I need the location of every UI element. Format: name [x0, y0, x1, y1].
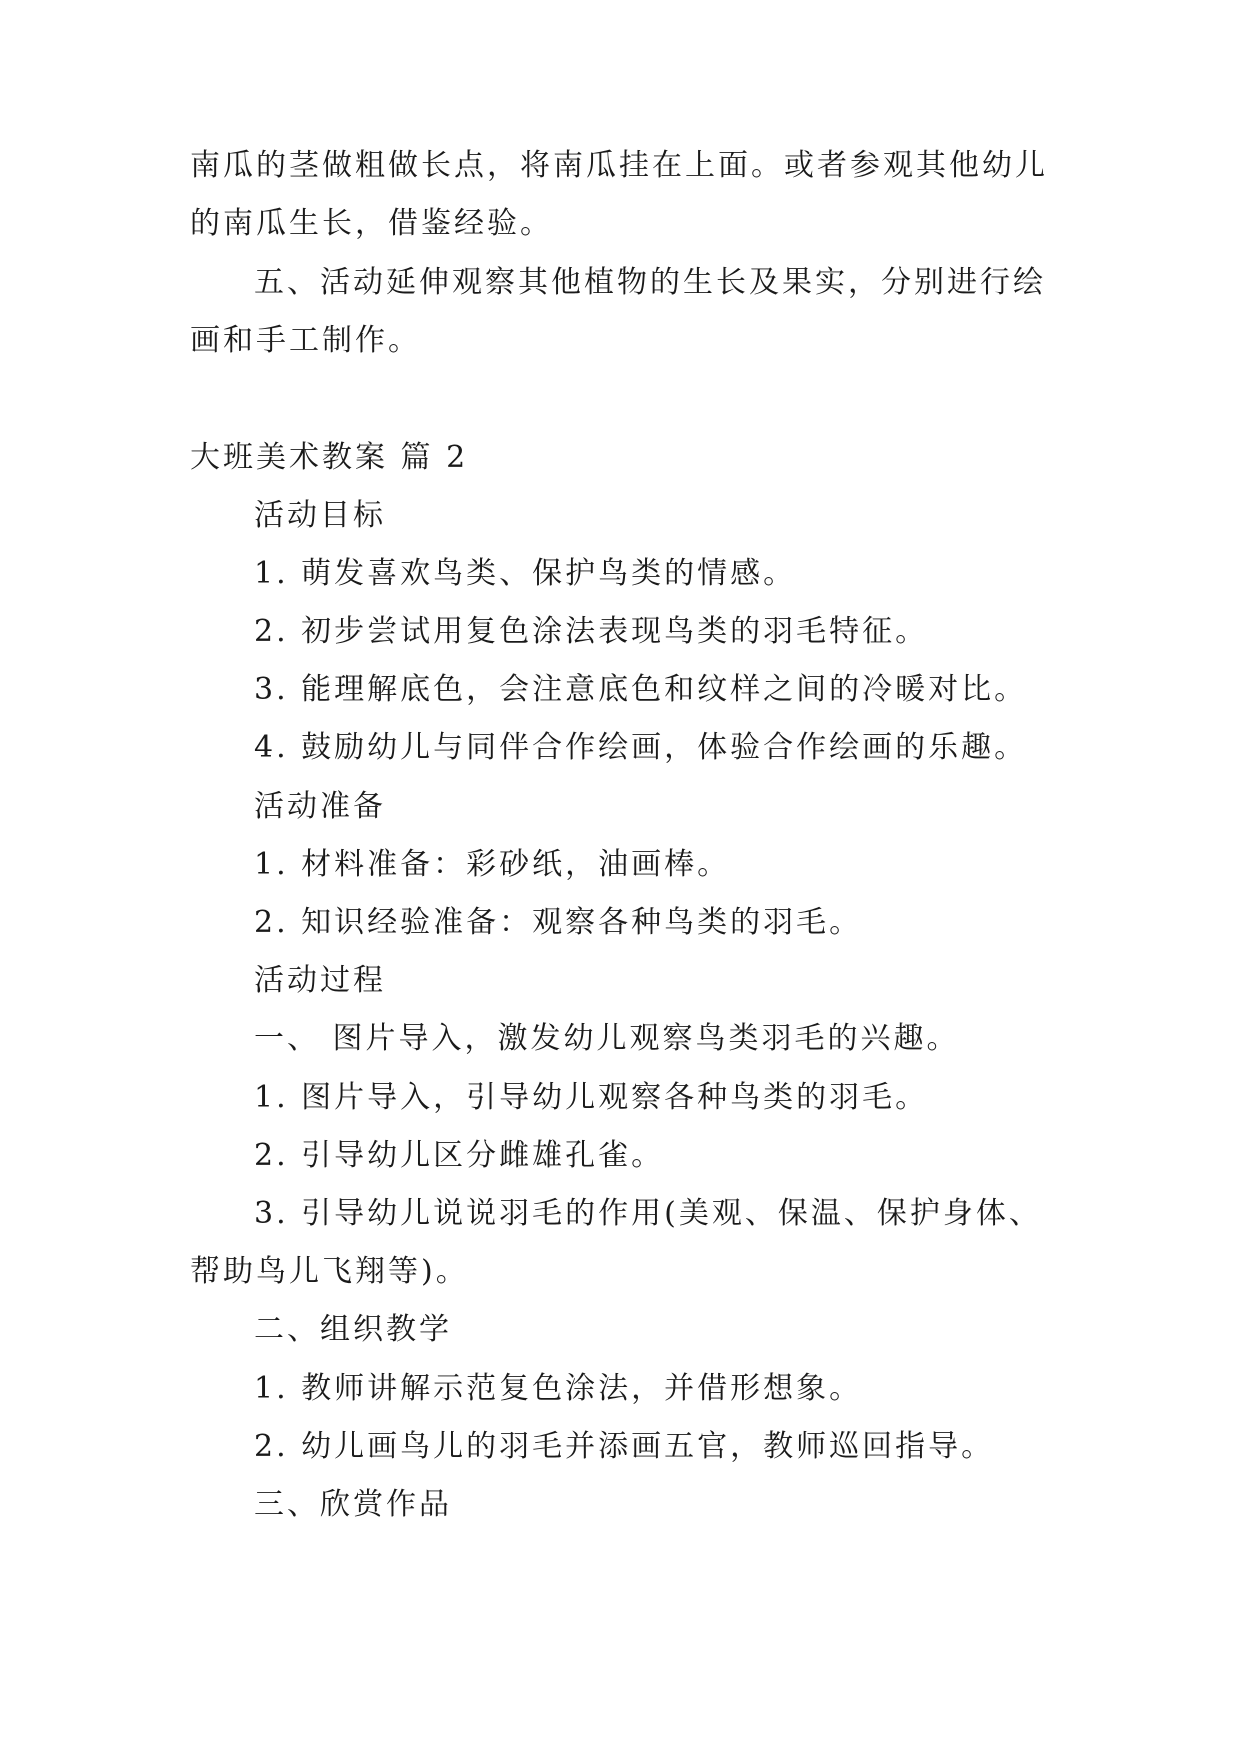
paragraph-line: 的南瓜生长，借鉴经验。	[190, 206, 553, 241]
heading-process: 活动过程	[254, 963, 386, 998]
list-item: 4. 鼓励幼儿与同伴合作绘画，体验合作绘画的乐趣。	[254, 730, 1028, 765]
list-item: 1. 教师讲解示范复色涂法，并借形想象。	[254, 1371, 863, 1406]
paragraph-line: 画和手工制作。	[190, 323, 421, 358]
heading-goals: 活动目标	[254, 498, 386, 533]
paragraph-line: 南瓜的茎做粗做长点，将南瓜挂在上面。或者参观其他幼儿	[190, 148, 1048, 183]
list-item: 3. 能理解底色，会注意底色和纹样之间的冷暖对比。	[254, 672, 1028, 707]
list-item: 3. 引导幼儿说说羽毛的作用(美观、保温、保护身体、	[254, 1196, 1042, 1231]
heading-prep: 活动准备	[254, 789, 386, 824]
list-item: 1. 图片导入，引导幼儿观察各种鸟类的羽毛。	[254, 1080, 929, 1115]
list-item: 2. 知识经验准备：观察各种鸟类的羽毛。	[254, 905, 863, 940]
list-item: 2. 初步尝试用复色涂法表现鸟类的羽毛特征。	[254, 614, 929, 649]
list-item: 2. 幼儿画鸟儿的羽毛并添画五官，教师巡回指导。	[254, 1429, 995, 1464]
list-item: 1. 萌发喜欢鸟类、保护鸟类的情感。	[254, 556, 797, 591]
list-item: 二、组织教学	[254, 1312, 452, 1347]
section-title: 大班美术教案 篇 2	[190, 440, 469, 475]
list-item: 1. 材料准备：彩砂纸，油画棒。	[254, 847, 731, 882]
list-item: 一、 图片导入，激发幼儿观察鸟类羽毛的兴趣。	[254, 1021, 960, 1056]
list-item-continuation: 帮助鸟儿飞翔等)。	[190, 1254, 469, 1289]
list-item: 2. 引导幼儿区分雌雄孔雀。	[254, 1138, 665, 1173]
paragraph-line: 五、活动延伸观察其他植物的生长及果实，分别进行绘	[254, 265, 1046, 300]
list-item: 三、欣赏作品	[254, 1487, 452, 1522]
